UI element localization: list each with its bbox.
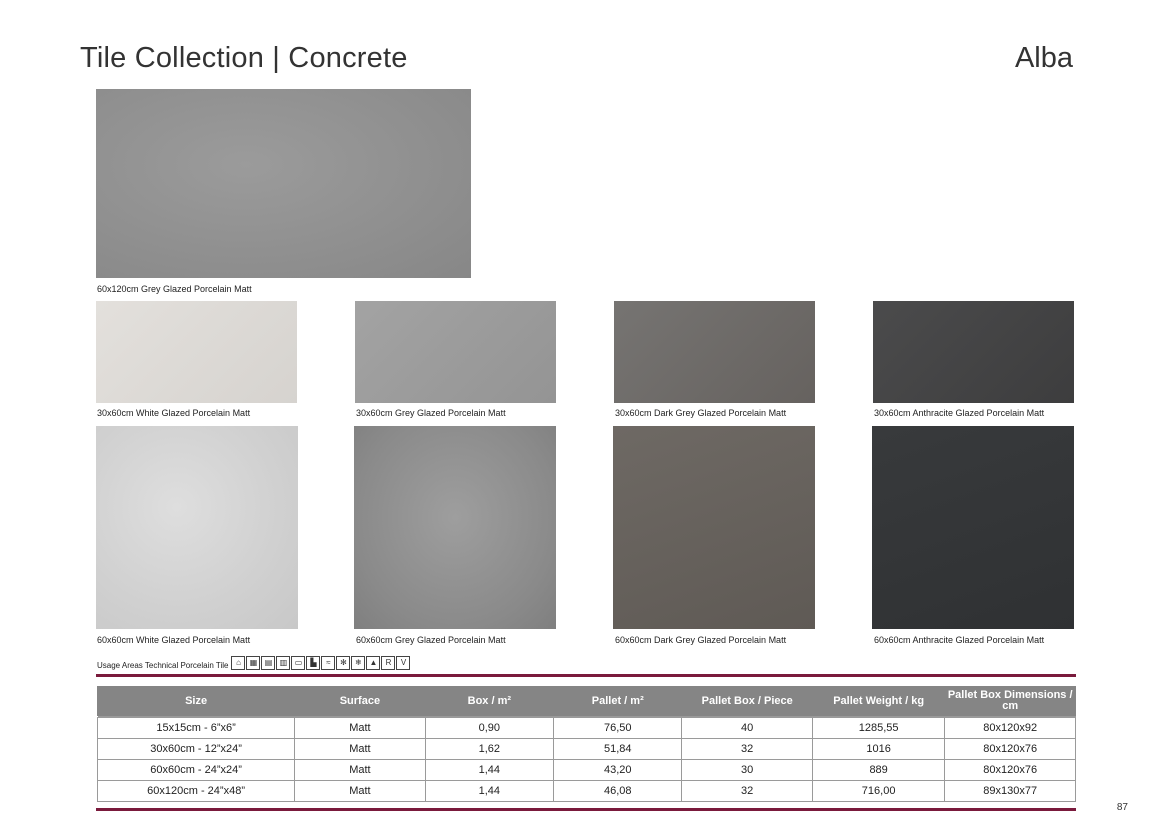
tile-image-60x60-white (96, 426, 298, 629)
table-cell: Matt (295, 760, 425, 781)
tile-caption: 30x60cm White Glazed Porcelain Matt (97, 408, 251, 418)
table-row (98, 739, 1076, 760)
table-cell: 46,08 (554, 781, 682, 802)
usage-areas-label: Usage Areas Technical Porcelain Tile (97, 660, 229, 670)
table-cell: 60x60cm - 24”x24” (98, 760, 295, 781)
column-header: Pallet Box Dimensions / cm (945, 687, 1076, 716)
table-cell: 80x120x76 (945, 739, 1076, 760)
table-cell: 30x60cm - 12”x24” (98, 739, 295, 760)
column-header: Surface (295, 687, 425, 716)
usage-areas (97, 656, 410, 670)
table-cell: 60x120cm - 24”x48” (98, 781, 295, 802)
table-cell: 80x120x92 (945, 718, 1076, 739)
slip-icon: R (381, 656, 395, 670)
table-cell: 1,44 (425, 760, 553, 781)
table-cell: 0,90 (425, 718, 553, 739)
outdoor-icon: ▲ (366, 656, 380, 670)
table-cell: 32 (682, 781, 812, 802)
page-title: Tile Collection | Concrete (80, 42, 408, 74)
table-cell: 1016 (812, 739, 944, 760)
table-header-row (98, 687, 1076, 716)
table-row (98, 718, 1076, 739)
tile-caption: 30x60cm Dark Grey Glazed Porcelain Matt (615, 408, 787, 418)
page-number: 87 (1116, 802, 1128, 813)
table-cell: 76,50 (554, 718, 682, 739)
column-header: Size (98, 687, 295, 716)
tile-image-30x60-dark-grey (614, 301, 815, 403)
table-cell: 15x15cm - 6”x6” (98, 718, 295, 739)
table-cell: 89x130x77 (945, 781, 1076, 802)
table-cell: 1285,55 (812, 718, 944, 739)
tile-caption: 60x60cm White Glazed Porcelain Matt (97, 635, 251, 645)
tile-image-60x60-anthracite (872, 426, 1074, 629)
table-cell: 889 (812, 760, 944, 781)
stairs-icon: ▙ (306, 656, 320, 670)
table-cell: 43,20 (554, 760, 682, 781)
kitchen-icon: ▤ (261, 656, 275, 670)
tile-caption: 60x120cm Grey Glazed Porcelain Matt (97, 284, 252, 294)
column-header: Pallet Weight / kg (812, 687, 944, 716)
table-cell: 40 (682, 718, 812, 739)
bathroom-icon: ▥ (276, 656, 290, 670)
column-header: Box / m² (425, 687, 553, 716)
usage-icons (231, 656, 410, 670)
table-cell: Matt (295, 781, 425, 802)
table-cell: Matt (295, 739, 425, 760)
rating-icon: V (396, 656, 410, 670)
wall-icon: ▦ (246, 656, 260, 670)
table-cell: 716,00 (812, 781, 944, 802)
tile-image-60x60-grey (354, 426, 556, 629)
house-icon: ⌂ (231, 656, 245, 670)
tile-caption: 30x60cm Anthracite Glazed Porcelain Matt (874, 408, 1045, 418)
divider (96, 674, 1076, 677)
table-row (98, 781, 1076, 802)
table-cell: 1,44 (425, 781, 553, 802)
pool-icon: ≈ (321, 656, 335, 670)
table-cell: 80x120x76 (945, 760, 1076, 781)
table-cell: Matt (295, 718, 425, 739)
specifications-table (97, 686, 1076, 802)
floor-icon: ▭ (291, 656, 305, 670)
frost-resistant-icon: ❄ (351, 656, 365, 670)
tile-image-60x60-dark-grey (613, 426, 815, 629)
table-row (98, 760, 1076, 781)
tile-image-30x60-white (96, 301, 297, 403)
column-header: Pallet / m² (554, 687, 682, 716)
table-cell: 51,84 (554, 739, 682, 760)
table-cell: 1,62 (425, 739, 553, 760)
table-cell: 32 (682, 739, 812, 760)
divider (96, 808, 1076, 811)
tile-image-30x60-anthracite (873, 301, 1074, 403)
tile-caption: 30x60cm Grey Glazed Porcelain Matt (356, 408, 506, 418)
collection-name: Alba (1014, 42, 1073, 74)
tile-caption: 60x60cm Anthracite Glazed Porcelain Matt (874, 635, 1045, 645)
tile-caption: 60x60cm Grey Glazed Porcelain Matt (356, 635, 506, 645)
table-cell: 30 (682, 760, 812, 781)
column-header: Pallet Box / Piece (682, 687, 812, 716)
tile-image-60x120-grey (96, 89, 471, 278)
tile-caption: 60x60cm Dark Grey Glazed Porcelain Matt (615, 635, 787, 645)
tile-image-30x60-grey (355, 301, 556, 403)
frost-icon: ✻ (336, 656, 350, 670)
